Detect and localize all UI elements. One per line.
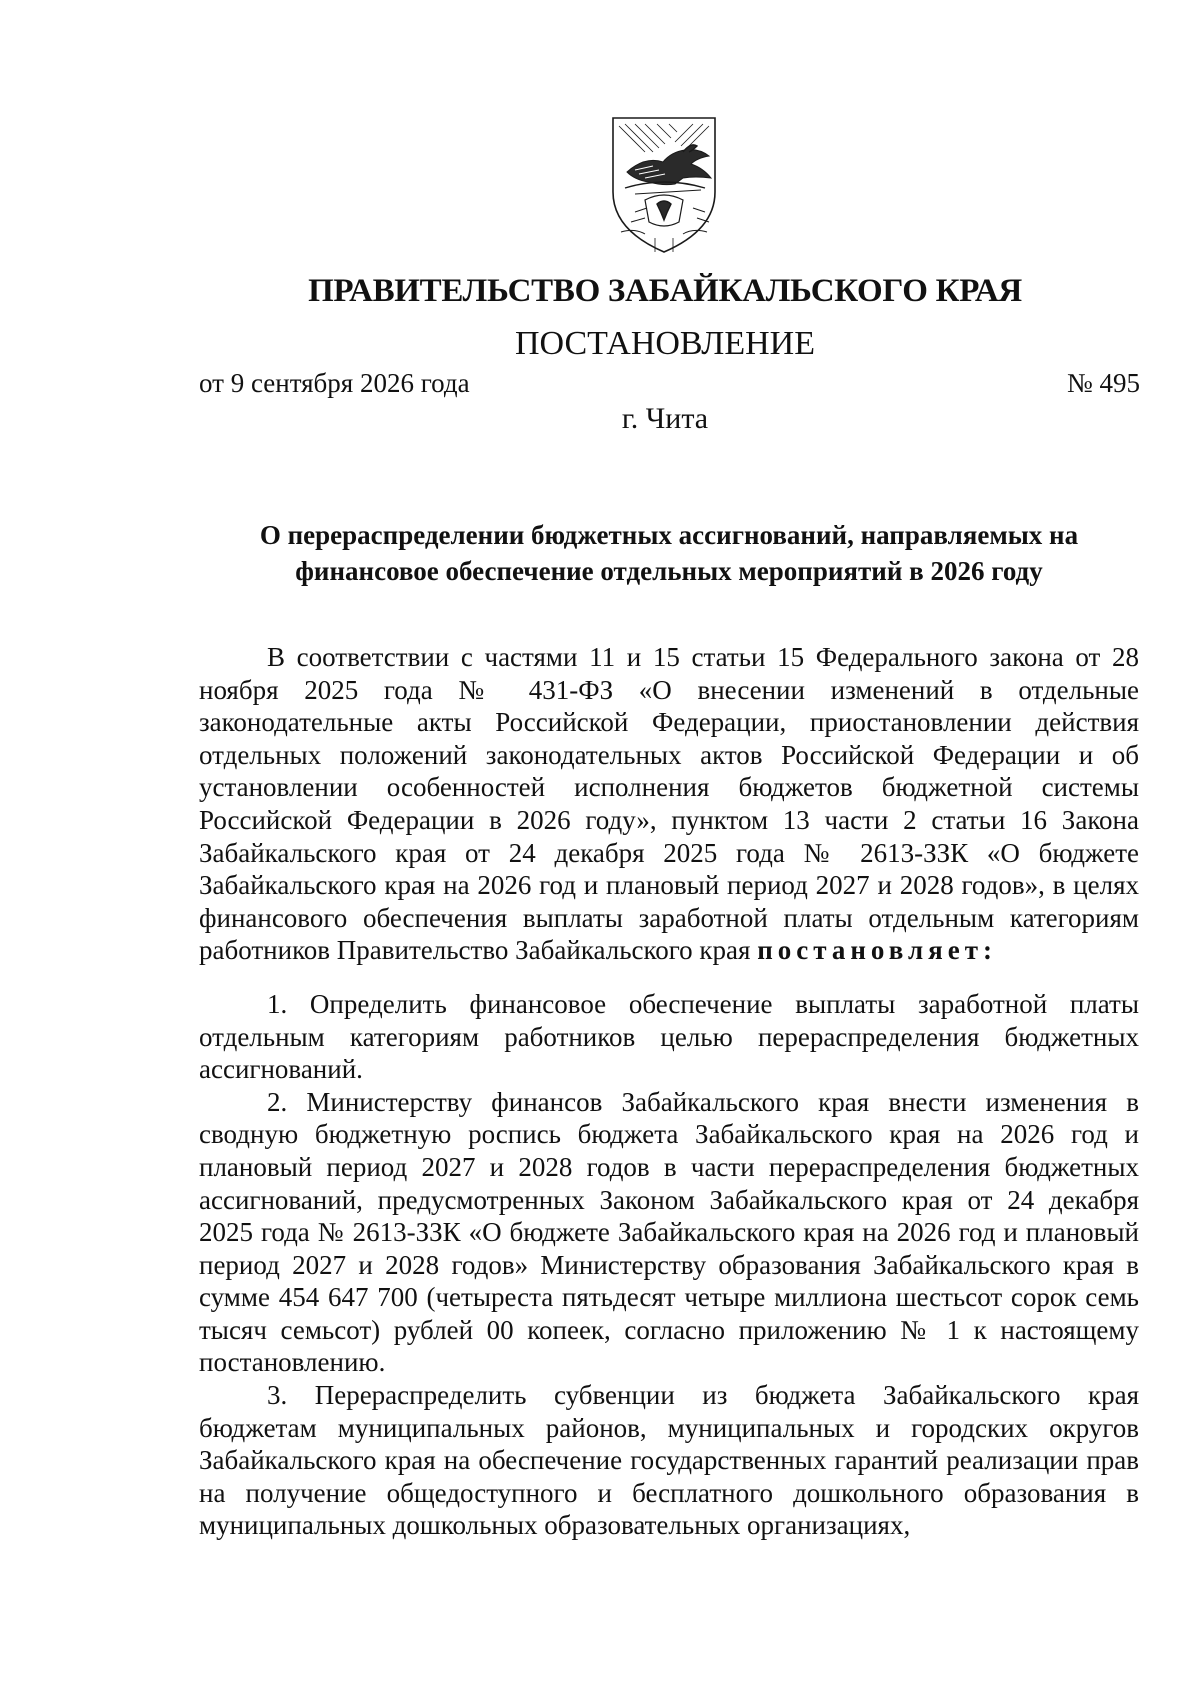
document-date: от 9 сентября 2026 года (199, 368, 470, 398)
subject-line-2: финансовое обеспечение отдельных мероприятий в 2026 году (295, 556, 1043, 586)
item-paragraph-3: 3. Перераспределить субвенции из бюджета Забайкальского края бюджетам муниципальных районов, муниципальных и городских округов Забайкальского края на обеспечение государственных гарантий реализации прав на получение общедоступного и бесплатного дошкольного образования в муниципальных дошкольных образовательных организациях, (199, 1380, 1139, 1541)
preamble-paragraph (199, 641, 1139, 967)
document-city: г. Чита (621, 402, 709, 435)
document-type: ПОСТАНОВЛЕНИЕ (514, 325, 816, 362)
resolves-word: постановляет: (757, 935, 997, 966)
document-body (199, 641, 1139, 1542)
organization-title: ПРАВИТЕЛЬСТВО ЗАБАЙКАЛЬСКОГО КРАЯ (308, 273, 1022, 309)
preamble-text: В соответствии с частями 11 и 15 статьи 15 Федерального закона от 28 ноября 2025 года № 431-ФЗ «О внесении изменений в отдельные законодательные акты Российской Федерации, приостановлении действия отдельных положений законодательных актов Российской Федерации и об установлении особенностей исполнения бюджетов бюджетной системы Российской Федерации в 2026 году», пунктом 13 части 2 статьи 16 Закона Забайкальского края от 24 декабря 2025 года № 2613-ЗЗК «О бюджете Забайкальского края на 2026 год и плановый период 2027 и 2028 годов», в целях финансового обеспечения выплаты заработной платы отдельным категориям работников Правительство Забайкальского края (199, 642, 1139, 966)
document-subject (199, 517, 1139, 589)
document-number: № 495 (1066, 368, 1140, 398)
coat-of-arms-icon (605, 112, 723, 260)
subject-line-1: О перераспределении бюджетных ассигнований, направляемых на (259, 520, 1079, 550)
item-paragraph-2: 2. Министерству финансов Забайкальского края внести изменения в сводную бюджетную роспись бюджета Забайкальского края на 2026 год и плановый период 2027 и 2028 годов в части перераспределения бюджетных ассигнований, предусмотренных Законом Забайкальского края от 24 декабря 2025 года № 2613-ЗЗК «О бюджете Забайкальского края на 2026 год и плановый период 2027 и 2028 годов» Министерству образования Забайкальского края в сумме 454 647 700 (четыреста пятьдесят четыре миллиона шестьсот сорок семь тысяч семьсот) рублей 00 копеек, согласно приложению № 1 к настоящему постановлению. (199, 1086, 1139, 1378)
item-paragraph-1: 1. Определить финансовое обеспечение выплаты заработной платы отдельным категориям работников целью перераспределения бюджетных ассигнований. (199, 988, 1139, 1085)
